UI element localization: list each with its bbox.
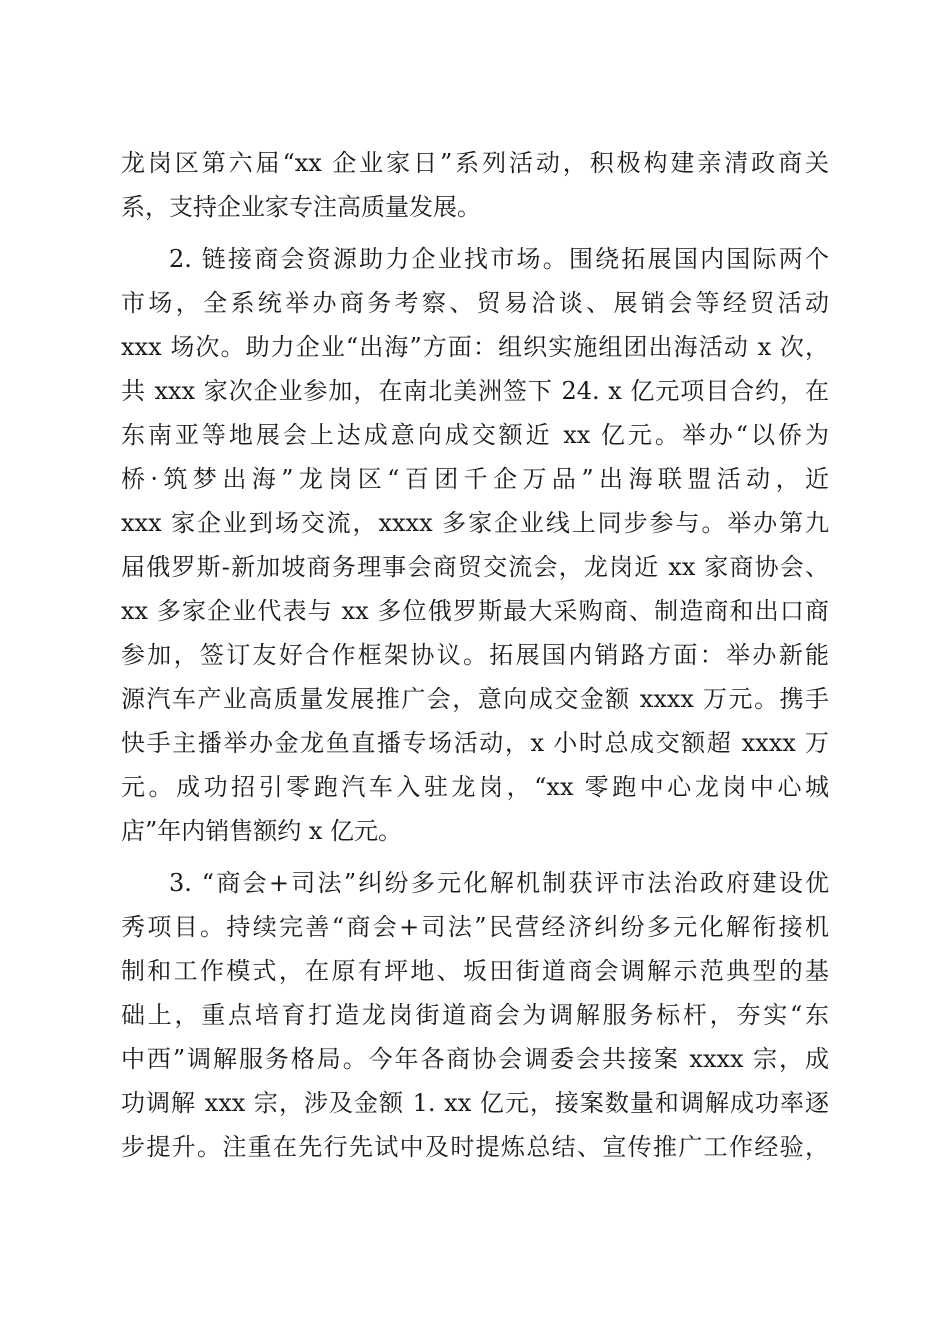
text-line: 功调解 xxx 宗，涉及金额 1. xx 亿元，接案数量和调解成功率逐 — [121, 1089, 829, 1117]
text-line: 龙岗区第六届“xx 企业家日”系列活动，积极构建亲清政商关 — [121, 149, 829, 177]
text-line: 3. “商会+司法”纠纷多元化解机制获评市法治政府建设优 — [169, 869, 829, 897]
text-line: 础上，重点培育打造龙岗街道商会为调解服务标杆，夯实“东 — [121, 1001, 829, 1029]
text-line: 2. 链接商会资源助力企业找市场。围绕拓展国内国际两个 — [169, 245, 829, 273]
paragraph-2 — [121, 237, 829, 853]
text-line: 秀项目。持续完善“商会+司法”民营经济纠纷多元化解衔接机 — [121, 913, 829, 941]
paragraph-3 — [121, 861, 829, 1169]
text-line: xxx 家企业到场交流，xxxx 多家企业线上同步参与。举办第九 — [121, 509, 829, 537]
text-line: 届俄罗斯-新加坡商务理事会商贸交流会，龙岗近 xx 家商协会、 — [121, 553, 829, 581]
text-line: 共 xxx 家次企业参加，在南北美洲签下 24. x 亿元项目合约，在 — [121, 377, 829, 405]
text-line: 东南亚等地展会上达成意向成交额近 xx 亿元。举办“以侨为 — [121, 421, 829, 449]
text-line: 桥·筑梦出海”龙岗区“百团千企万品”出海联盟活动，近 — [121, 465, 829, 493]
paragraph-1 — [121, 141, 829, 229]
text-line: 快手主播举办金龙鱼直播专场活动，x 小时总成交额超 xxxx 万 — [121, 729, 829, 757]
text-line: xx 多家企业代表与 xx 多位俄罗斯最大采购商、制造商和出口商 — [121, 597, 829, 625]
text-line: 制和工作模式，在原有坪地、坂田街道商会调解示范典型的基 — [121, 957, 829, 985]
text-line: 参加，签订友好合作框架协议。拓展国内销路方面：举办新能 — [121, 641, 829, 669]
document-body — [121, 141, 829, 1169]
text-line: 元。成功招引零跑汽车入驻龙岗，“xx 零跑中心龙岗中心城 — [121, 773, 829, 801]
text-line: 店”年内销售额约 x 亿元。 — [121, 817, 403, 845]
text-line: 系，支持企业家专注高质量发展。 — [121, 193, 481, 221]
text-line: 源汽车产业高质量发展推广会，意向成交金额 xxxx 万元。携手 — [121, 685, 829, 713]
text-line: 市场，全系统举办商务考察、贸易洽谈、展销会等经贸活动 — [121, 289, 829, 317]
text-line: 步提升。注重在先行先试中及时提炼总结、宣传推广工作经验， — [121, 1133, 829, 1161]
text-line: 中西”调解服务格局。今年各商协会调委会共接案 xxxx 宗，成 — [121, 1045, 829, 1073]
text-line: xxx 场次。助力企业“出海”方面：组织实施组团出海活动 x 次， — [121, 333, 829, 361]
